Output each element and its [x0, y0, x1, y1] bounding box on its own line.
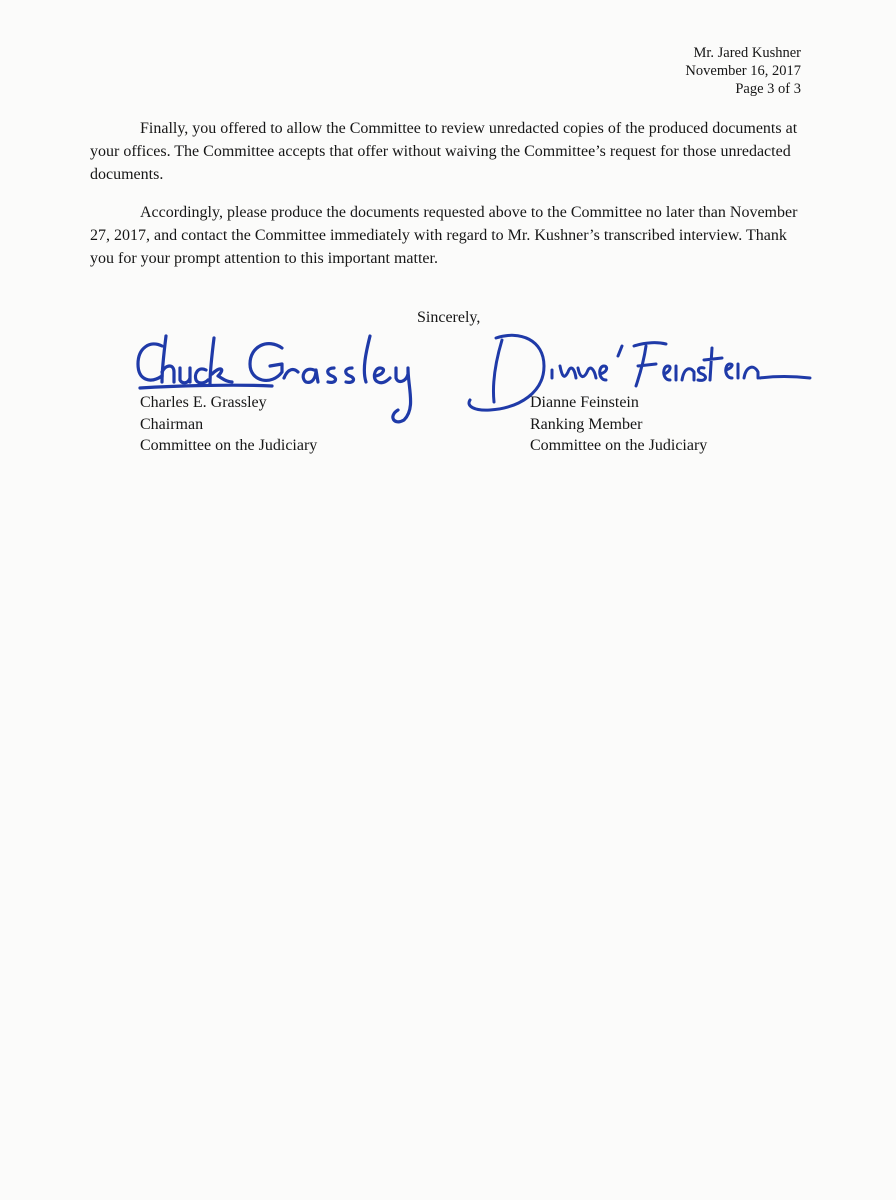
header-recipient: Mr. Jared Kushner: [693, 45, 801, 61]
header-date: November 16, 2017: [685, 63, 801, 79]
signatory-title: Chairman: [140, 415, 204, 433]
signature-block-feinstein: [530, 392, 707, 457]
signatory-committee: Committee on the Judiciary: [140, 437, 318, 454]
body-paragraph-2: Accordingly, please produce the documents requested above to the Committee no later than November 27, 2017, and contact the Committee immediately with regard to Mr. Kushner’s transcribed interview. Thank you for your prompt attention to this important matter.: [90, 204, 798, 267]
body-paragraph-1: Finally, you offered to allow the Committee to review unredacted copies of the produced documents at your offices. The Committee accepts that offer without waiving the Committee’s request for those unredacted documents.: [90, 120, 798, 183]
signatory-name: Dianne Feinstein: [530, 394, 639, 411]
signatory-name: Charles E. Grassley: [140, 394, 267, 411]
page-header: [685, 44, 801, 98]
signatory-title: Ranking Member: [530, 415, 643, 433]
signatory-committee: Committee on the Judiciary: [530, 437, 708, 454]
signature-block-grassley: [140, 392, 317, 457]
header-page-number: Page 3 of 3: [735, 81, 801, 97]
closing-salutation: Sincerely,: [417, 309, 481, 326]
